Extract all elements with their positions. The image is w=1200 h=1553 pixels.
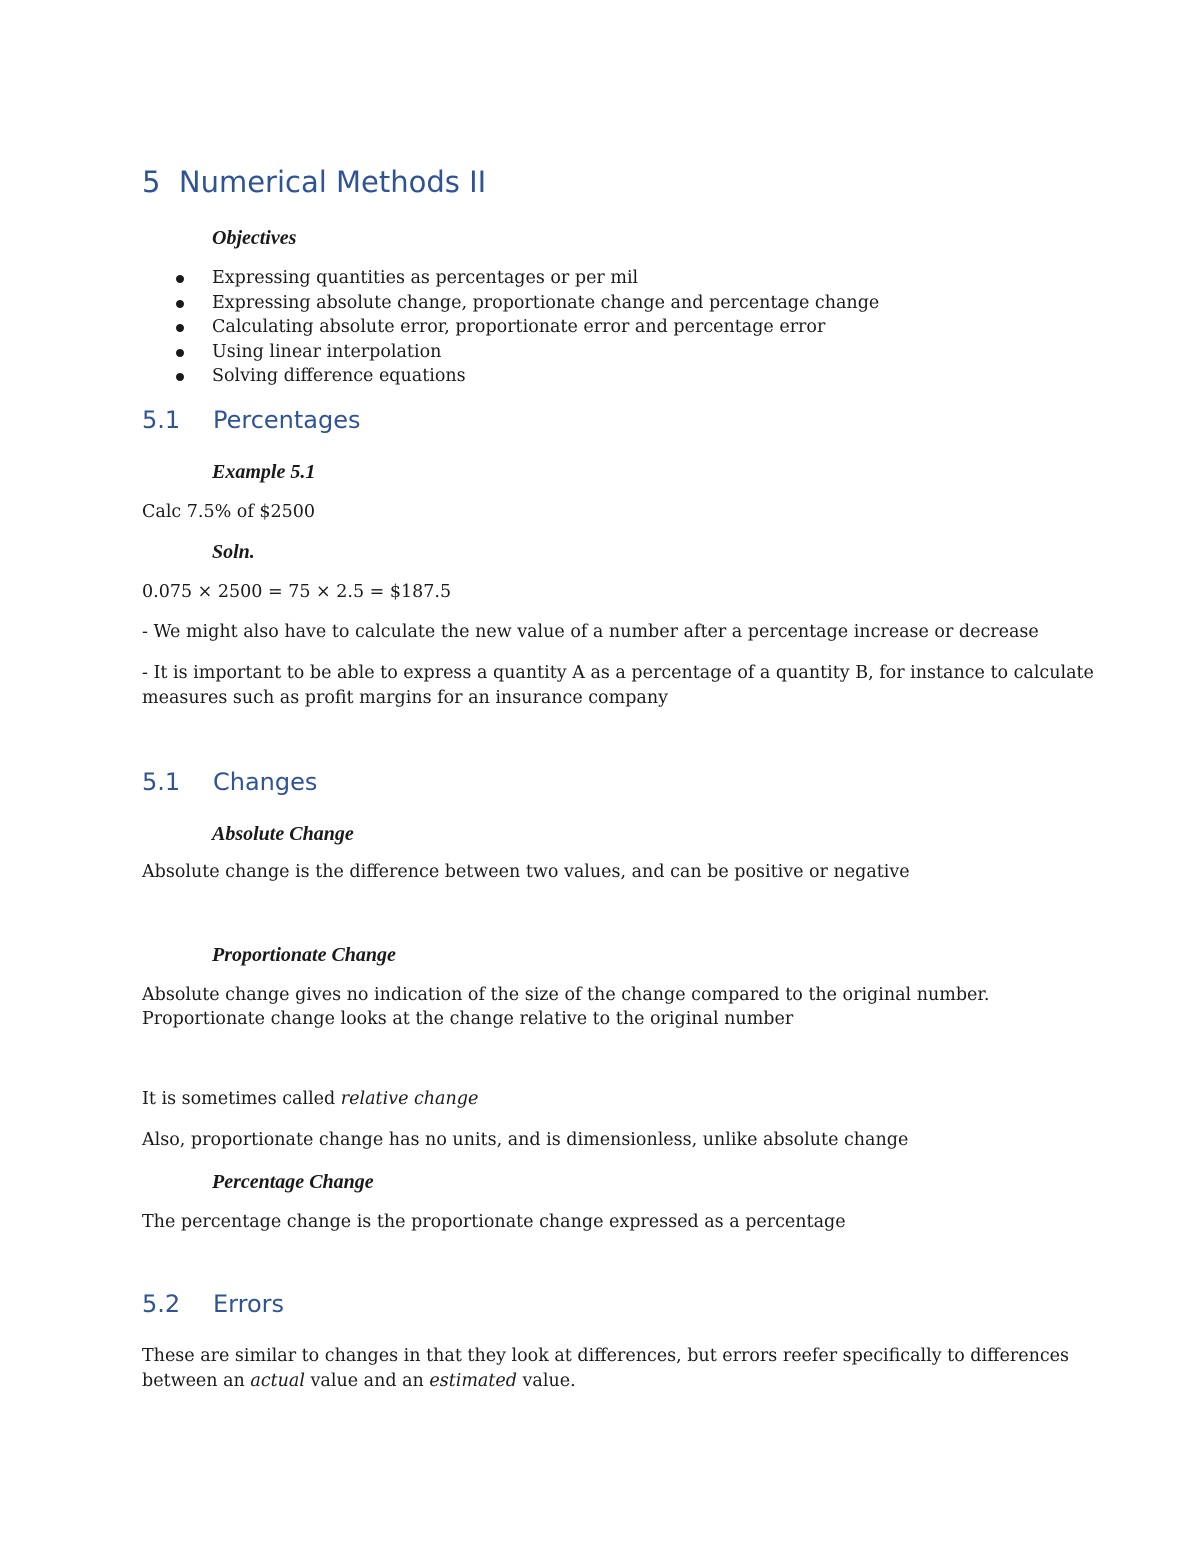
bullet-icon (176, 349, 184, 357)
absolute-change-text: Absolute change is the difference between two values, and can be positive or negative (142, 862, 910, 882)
proportionate-change-line-1: Absolute change gives no indication of the size of the change compared to the original number. (142, 985, 990, 1005)
percentage-note-2-line-2: measures such as profit margins for an insurance company (142, 688, 668, 708)
bullet-icon (176, 300, 184, 308)
list-item: Using linear interpolation (142, 340, 879, 365)
percentage-change-heading: Percentage Change (212, 1171, 374, 1193)
title-text: Numerical Methods II (178, 165, 487, 199)
relative-change-term: relative change (340, 1089, 479, 1109)
solution-heading: Soln. (212, 541, 255, 563)
title-number: 5 (142, 165, 161, 199)
section-heading-changes (142, 767, 317, 797)
section-heading-errors (142, 1289, 284, 1319)
objectives-list (142, 266, 879, 389)
estimated-term: estimated (429, 1371, 517, 1391)
section-title: Errors (213, 1290, 285, 1318)
percentage-change-text: The percentage change is the proportionate change expressed as a percentage (142, 1212, 846, 1232)
actual-term: actual (250, 1371, 305, 1391)
errors-text-line-1: These are similar to changes in that they look at differences, but errors reefer specifically to differences (142, 1346, 1070, 1366)
percentage-note-1: - We might also have to calculate the new value of a number after a percentage increase or decrease (142, 622, 1039, 642)
section-title: Changes (213, 768, 318, 796)
example-heading: Example 5.1 (212, 461, 316, 483)
bullet-icon (176, 275, 184, 283)
absolute-change-heading: Absolute Change (212, 823, 354, 845)
proportionate-change-line-2: Proportionate change looks at the change relative to the original number (142, 1009, 794, 1029)
bullet-icon (176, 373, 184, 381)
document-title (142, 164, 486, 200)
solution-text: 0.075 × 2500 = 75 × 2.5 = $187.5 (142, 582, 452, 602)
list-item: Solving difference equations (142, 364, 879, 389)
list-item: Expressing absolute change, proportionate change and percentage change (142, 291, 879, 316)
errors-text-line-2: between an actual value and an estimated value. (142, 1371, 576, 1391)
relative-change-text: It is sometimes called relative change (142, 1089, 479, 1109)
section-heading-percentages (142, 405, 361, 435)
section-number: 5.1 (142, 406, 181, 434)
list-item: Expressing quantities as percentages or per mil (142, 266, 879, 291)
proportionate-change-heading: Proportionate Change (212, 944, 396, 966)
list-item: Calculating absolute error, proportionate error and percentage error (142, 315, 879, 340)
section-number: 5.2 (142, 1290, 181, 1318)
example-text: Calc 7.5% of $2500 (142, 502, 316, 522)
objectives-heading: Objectives (212, 227, 297, 249)
units-text: Also, proportionate change has no units, and is dimensionless, unlike absolute change (142, 1130, 909, 1150)
percentage-note-2-line-1: - It is important to be able to express a quantity A as a percentage of a quantity B, for instance to calculate (142, 663, 1094, 683)
bullet-icon (176, 324, 184, 332)
section-title: Percentages (213, 406, 361, 434)
section-number: 5.1 (142, 768, 181, 796)
